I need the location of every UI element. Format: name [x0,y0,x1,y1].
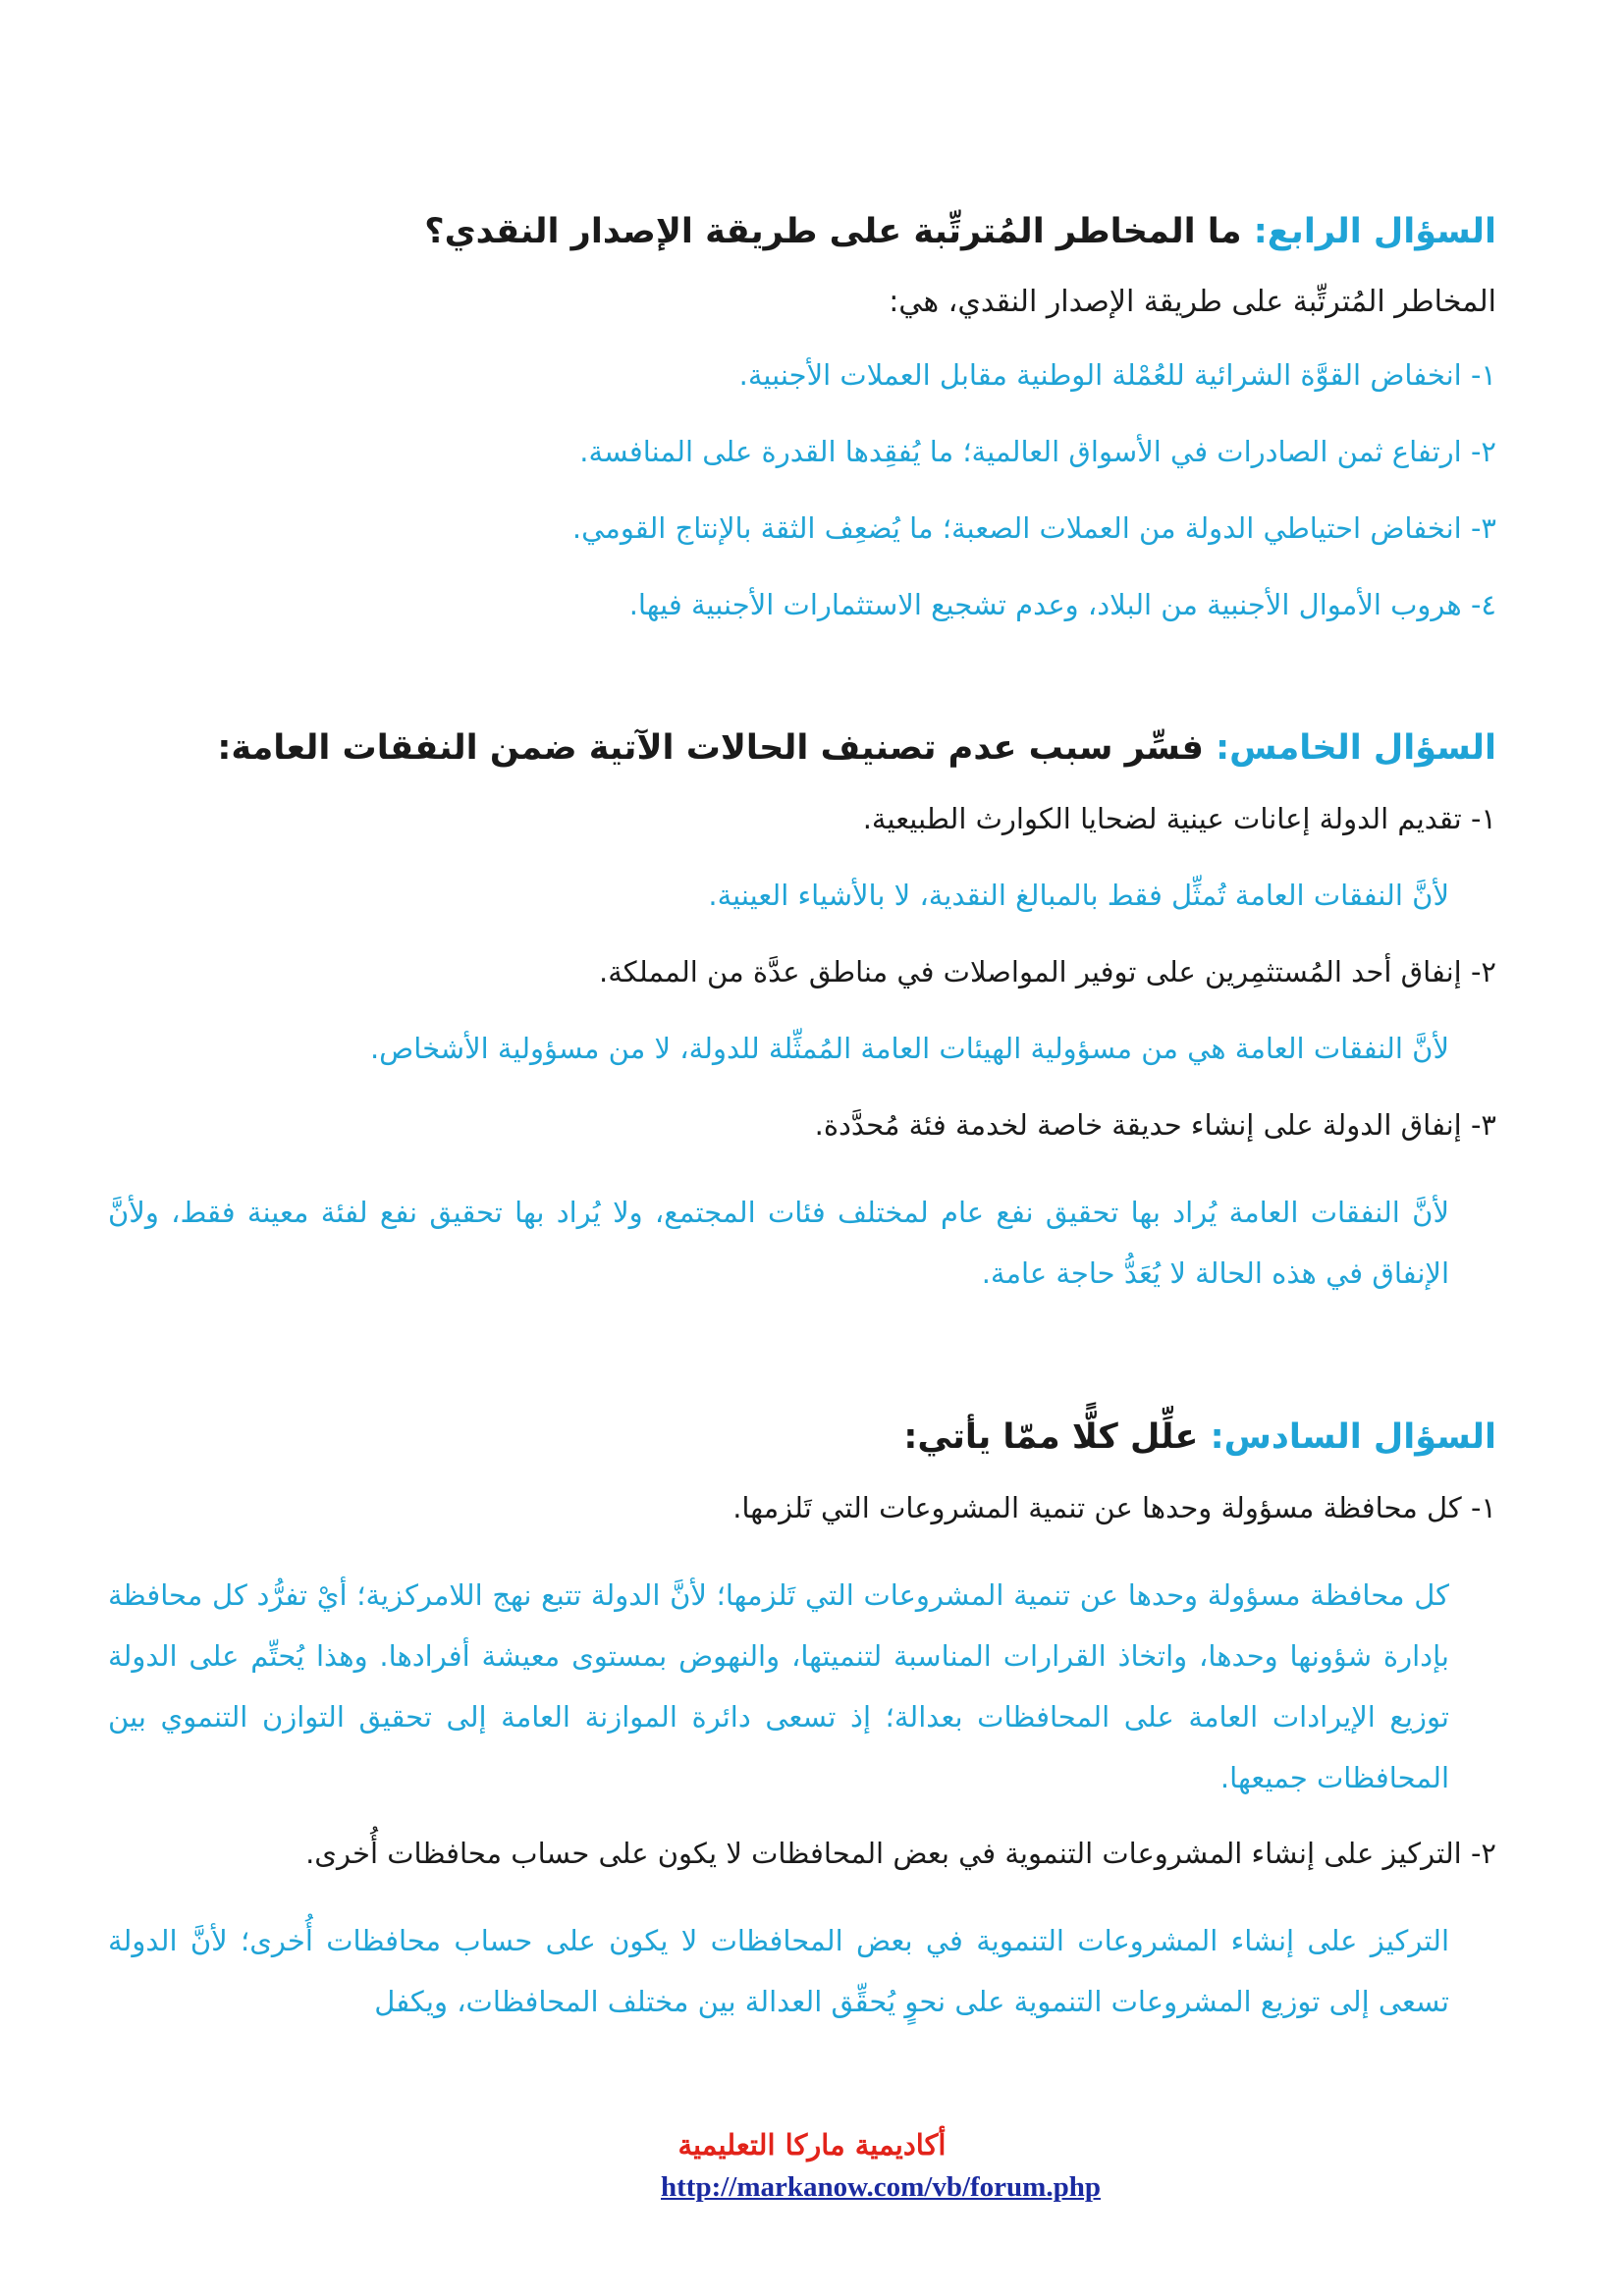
page-footer [0,2128,1624,2204]
answer-item: لأنَّ النفقات العامة هي من مسؤولية الهيئات العامة المُمثِّلة للدولة، لا من مسؤولية الأشخاص. [369,1032,1449,1065]
question-5-title [108,722,1496,774]
answer-item: لأنَّ النفقات العامة يُراد بها تحقيق نفع عام لمختلف فئات المجتمع، ولا يُراد بها تحقيق نفع لفئة معينة فقط، ولأنَّ الإنفاق في هذه الحالة لا يُعَدُّ حاجة عامة. [108,1196,1449,1290]
question-4-text: ما المخاطر المُترتِّبة على طريقة الإصدار النقدي؟ [424,212,1242,251]
question-6-text: علِّل كلًّا ممّا يأتي: [903,1417,1199,1457]
question-6-label: السؤال السادس: [1210,1417,1496,1457]
question-5-text: فسِّر سبب عدم تصنيف الحالات الآتية ضمن النفقات العامة: [217,728,1204,768]
question-5-label: السؤال الخامس: [1216,728,1496,768]
question-4-title [108,206,1496,257]
answer-item: التركيز على إنشاء المشروعات التنموية في بعض المحافظات لا يكون على حساب محافظات أُخرى؛ لأنَّ الدولة تسعى إلى توزيع المشروعات التنموية على نحوٍ يُحقِّق العدالة بين مختلف المحافظات، ويكفل [108,1924,1449,2018]
answer-item: كل محافظة مسؤولة وحدها عن تنمية المشروعات التي تَلزمها؛ لأنَّ الدولة تتبع نهج اللامركزية؛ أيْ تفرُّد كل محافظة بإدارة شؤونها وحدها، واتخاذ القرارات المناسبة لتنميتها، والنهوض بمستوى معيشة أفرادها. وهذا يُحتِّم على الدولة توزيع الإيرادات العامة على المحافظات بعدالة؛ إذ تسعى دائرة الموازنة العامة إلى تحقيق التوازن التنموي بين المحافظات جميعها. [108,1578,1449,1794]
case-item: ١- تقديم الدولة إعانات عينية لضحايا الكوارث الطبيعية. [862,802,1496,835]
answer-item: لأنَّ النفقات العامة تُمثِّل فقط بالمبالغ النقدية، لا بالأشياء العينية. [708,879,1449,912]
list-item: ٣- انخفاض احتياطي الدولة من العملات الصعبة؛ ما يُضعِف الثقة بالإنتاج القومي. [571,511,1496,545]
question-5-section [108,722,1496,1304]
case-item: ١- كل محافظة مسؤولة وحدها عن تنمية المشروعات التي تَلزمها. [732,1491,1496,1524]
case-item: ٣- إنفاق الدولة على إنشاء حديقة خاصة لخدمة فئة مُحدَّدة. [814,1108,1496,1142]
list-item: ٢- ارتفاع ثمن الصادرات في الأسواق العالمية؛ ما يُفقِدها القدرة على المنافسة. [579,435,1496,468]
question-4-intro: المخاطر المُترتِّبة على طريقة الإصدار النقدي، هي: [889,285,1496,319]
footer-link[interactable]: http://markanow.com/vb/forum.php [661,2171,1101,2203]
question-6-title [108,1412,1496,1463]
case-item: ٢- إنفاق أحد المُستثمِرين على توفير المواصلات في مناطق عدَّة من المملكة. [599,955,1496,988]
question-4-label: السؤال الرابع: [1253,212,1496,251]
list-item: ٤- هروب الأموال الأجنبية من البلاد، وعدم تشجيع الاستثمارات الأجنبية فيها. [628,588,1496,621]
question-6-section [108,1412,1496,2032]
question-4-section [108,206,1496,624]
footer-academy-name: أكاديمية ماركا التعليمية [677,2128,947,2162]
list-item: ١- انخفاض القوَّة الشرائية للعُمْلة الوطنية مقابل العملات الأجنبية. [738,358,1496,392]
case-item: ٢- التركيز على إنشاء المشروعات التنموية في بعض المحافظات لا يكون على حساب محافظات أُخرى. [305,1837,1496,1870]
